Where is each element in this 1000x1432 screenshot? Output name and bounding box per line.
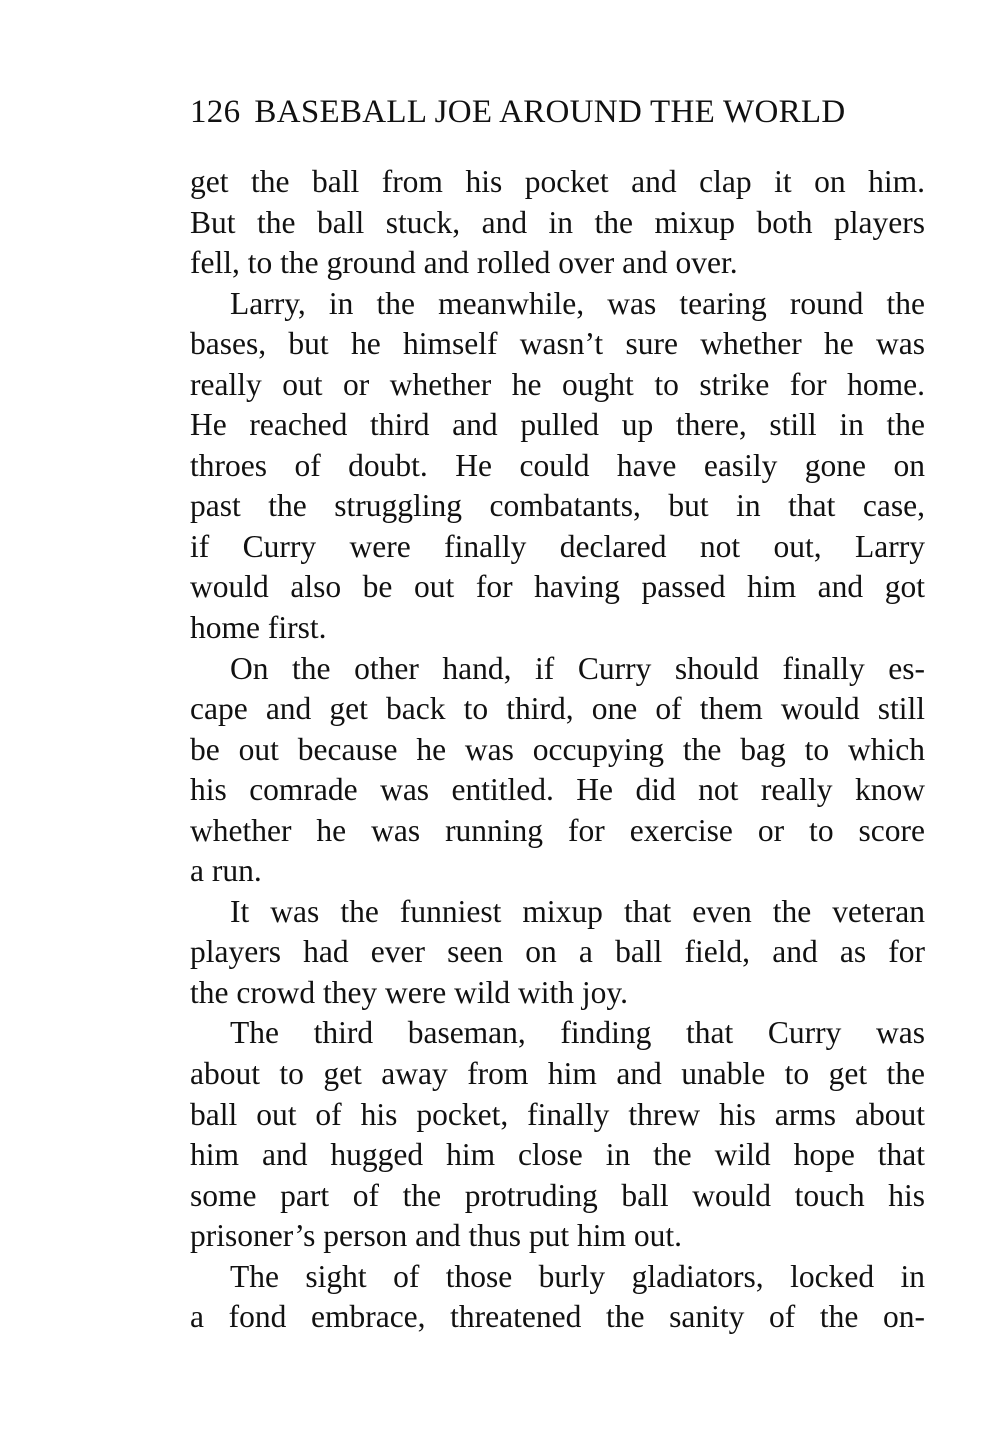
text-line: the crowd they were wild with joy. [190,974,628,1010]
text-line: home first. [190,610,327,646]
text-line: ball out of his pocket, finally threw his arms about [190,1096,925,1132]
text-line: throes of doubt. He could have easily gone on [190,447,925,483]
text-line: fell, to the ground and rolled over and over. [190,245,738,281]
text-line: Larry, in the meanwhile, was tearing round the [230,285,925,321]
running-head [190,90,925,134]
body-text [190,162,925,1338]
text-line: get the ball from his pocket and clap it on him. [190,164,925,199]
text-line: players had ever seen on a ball field, and as for [190,934,925,970]
text-line: The sight of those burly gladiators, locked in [230,1258,925,1294]
text-line: if Curry were finally declared not out, Larry [190,528,925,564]
text-line: would also be out for having passed him and got [190,569,925,605]
text-line: his comrade was entitled. He did not really know [190,772,925,808]
text-line: It was the funniest mixup that even the veteran [230,893,925,929]
text-line: a run. [190,853,262,889]
text-line: about to get away from him and unable to get the [190,1056,925,1092]
text-line: bases, but he himself wasn’t sure whether he was [190,326,925,362]
text-line: whether he was running for exercise or to score [190,812,925,848]
text-line: cape and get back to third, one of them would still [190,691,925,727]
text-line: him and hugged him close in the wild hope that [190,1137,925,1173]
page-number: 126 [190,94,241,130]
text-line: past the struggling combatants, but in that case, [190,488,925,524]
text-line: a fond embrace, threatened the sanity of the on- [190,1299,925,1335]
text-line: He reached third and pulled up there, still in the [190,407,925,443]
text-line: The third baseman, finding that Curry was [230,1015,925,1051]
text-line: some part of the protruding ball would touch his [190,1177,925,1213]
text-line: really out or whether he ought to strike for home. [190,366,925,402]
text-line: On the other hand, if Curry should finally es- [230,650,925,686]
text-line: prisoner’s person and thus put him out. [190,1218,683,1254]
running-title: BASEBALL JOE AROUND THE WORLD [254,94,846,130]
text-line: But the ball stuck, and in the mixup both players [190,204,925,240]
text-line: be out because he was occupying the bag to which [190,731,925,767]
